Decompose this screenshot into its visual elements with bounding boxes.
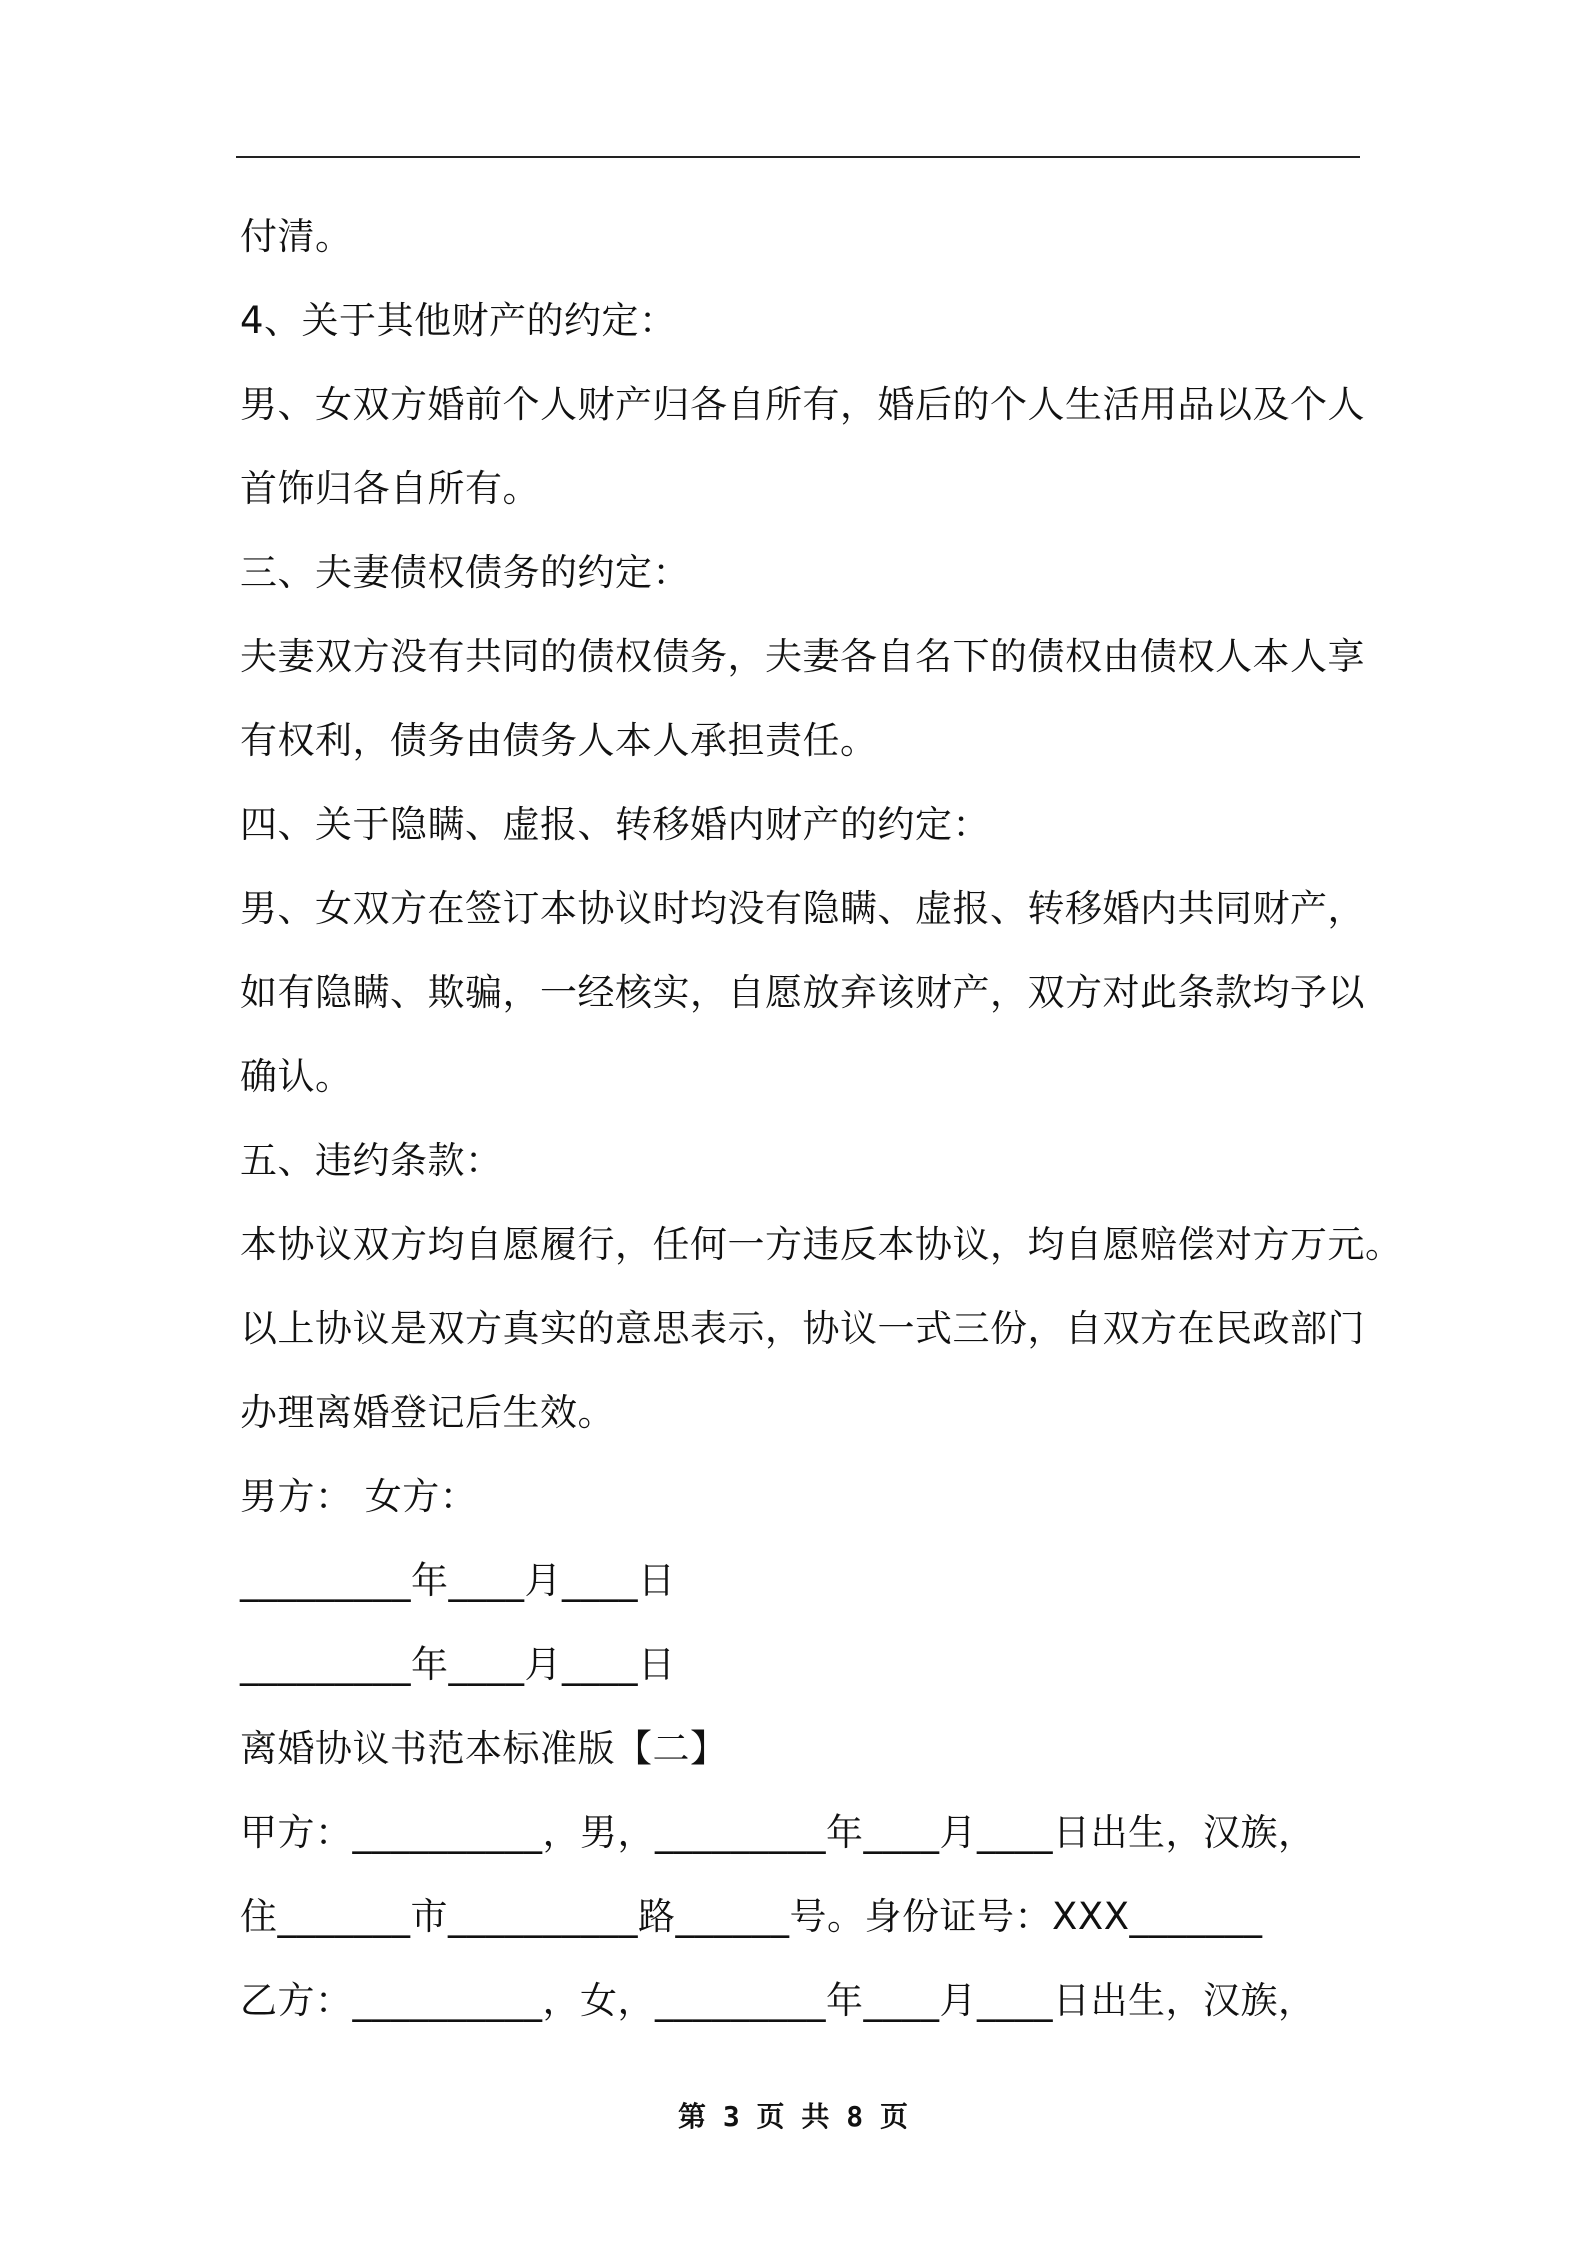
document-body xyxy=(240,195,1403,2043)
text-line: 夫妻双方没有共同的债权债务，夫妻各自名下的债权由债权人本人享 xyxy=(240,635,1365,678)
date-line: _________年____月____日 xyxy=(240,1643,676,1686)
text-line: 办理离婚登记后生效。 xyxy=(240,1391,615,1434)
text-line: 以上协议是双方真实的意思表示，协议一式三份，自双方在民政部门 xyxy=(240,1307,1365,1350)
address-line: 住_______市__________路______号。身份证号：XXX_______ xyxy=(240,1895,1263,1938)
party-b-line: 乙方：__________，女，_________年____月____日出生，汉族， xyxy=(240,1979,1316,2022)
text-line: 本协议双方均自愿履行，任何一方违反本协议，均自愿赔偿对方万元。 xyxy=(240,1223,1403,1266)
text-line: 首饰归各自所有。 xyxy=(240,467,540,510)
text-line: 有权利，债务由债务人本人承担责任。 xyxy=(240,719,878,762)
text-line: 付清。 xyxy=(240,215,353,258)
text-line: 男、女双方在签订本协议时均没有隐瞒、虚报、转移婚内共同财产， xyxy=(240,887,1365,930)
page-number: 第 3 页 共 8 页 xyxy=(677,2100,908,2133)
party-a-line: 甲方：__________，男，_________年____月____日出生，汉族， xyxy=(240,1811,1316,1854)
text-line: 男、女双方婚前个人财产归各自所有，婚后的个人生活用品以及个人 xyxy=(240,383,1365,426)
text-line: 确认。 xyxy=(240,1055,353,1098)
header-rule xyxy=(236,156,1360,158)
section-heading: 三、夫妻债权债务的约定： xyxy=(240,551,690,594)
section-heading: 四、关于隐瞒、虚报、转移婚内财产的约定： xyxy=(240,803,990,846)
document-title: 离婚协议书范本标准版【二】 xyxy=(240,1727,728,1770)
text-line: 如有隐瞒、欺骗，一经核实，自愿放弃该财产，双方对此条款均予以 xyxy=(240,971,1365,1014)
date-line: _________年____月____日 xyxy=(240,1559,676,1602)
section-heading: 4、关于其他财产的约定： xyxy=(240,299,677,342)
section-heading: 五、违约条款： xyxy=(240,1139,503,1182)
signature-line: 男方： 女方： xyxy=(240,1475,478,1518)
